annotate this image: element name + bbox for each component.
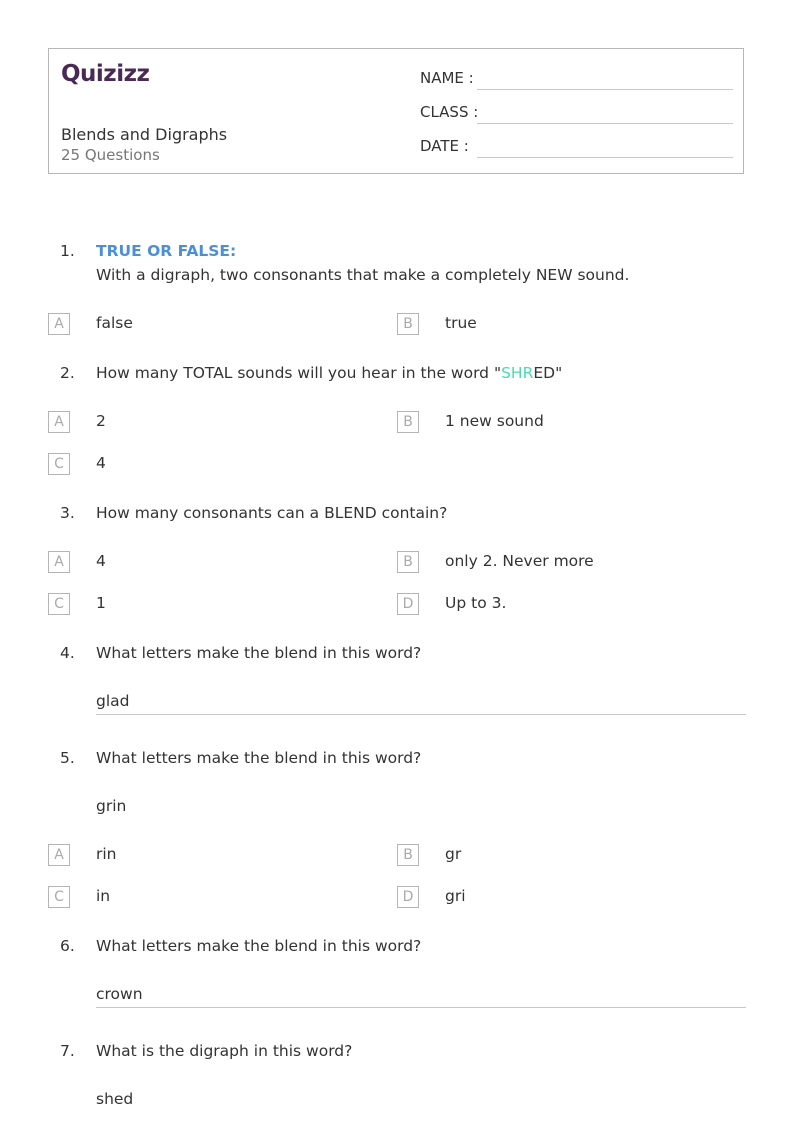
option-text: 4 — [96, 552, 106, 570]
question-text-part: ED" — [533, 364, 563, 382]
option-text: 1 new sound — [445, 412, 544, 430]
question-tag: TRUE OR FALSE: — [96, 242, 237, 260]
question-number: 7. — [60, 1042, 75, 1060]
option-text: gri — [445, 887, 466, 905]
worksheet-header — [48, 48, 744, 174]
question-number: 6. — [60, 937, 75, 955]
name-line — [477, 89, 733, 90]
question-number: 5. — [60, 749, 75, 767]
question-text: What letters make the blend in this word? — [96, 937, 422, 955]
question-number: 3. — [60, 504, 75, 522]
option-letter: B — [397, 313, 419, 335]
question-word: glad — [96, 692, 130, 710]
class-label: CLASS : — [420, 103, 479, 121]
question-word: crown — [96, 985, 143, 1003]
question-number: 2. — [60, 364, 75, 382]
date-line — [477, 157, 733, 158]
question-word: grin — [96, 797, 127, 815]
option-letter: B — [397, 551, 419, 573]
question-number: 4. — [60, 644, 75, 662]
svg-text:Quizizz: Quizizz — [61, 61, 150, 87]
question-word: shed — [96, 1090, 134, 1108]
quizizz-logo — [61, 59, 153, 87]
option-text: 1 — [96, 594, 106, 612]
highlighted-letters: SHR — [501, 364, 534, 382]
class-line — [477, 123, 733, 124]
option-text: 4 — [96, 454, 106, 472]
option-text: Up to 3. — [445, 594, 507, 612]
option-text: in — [96, 887, 111, 905]
question-text: With a digraph, two consonants that make a completely NEW sound. — [96, 266, 630, 284]
date-label: DATE : — [420, 137, 469, 155]
option-text: 2 — [96, 412, 106, 430]
option-letter: D — [397, 886, 419, 908]
option-letter: C — [48, 886, 70, 908]
option-letter: B — [397, 411, 419, 433]
option-letter: D — [397, 593, 419, 615]
answer-line[interactable] — [96, 1007, 746, 1008]
question-text: What letters make the blend in this word? — [96, 644, 422, 662]
question-count: 25 Questions — [61, 146, 160, 164]
option-letter: C — [48, 453, 70, 475]
worksheet-title: Blends and Digraphs — [61, 125, 228, 144]
option-text: true — [445, 314, 477, 332]
question-text: What letters make the blend in this word? — [96, 749, 422, 767]
option-letter: A — [48, 551, 70, 573]
option-text: gr — [445, 845, 462, 863]
question-text: How many consonants can a BLEND contain? — [96, 504, 448, 522]
option-letter: C — [48, 593, 70, 615]
name-label: NAME : — [420, 69, 474, 87]
option-text: rin — [96, 845, 117, 863]
question-number: 1. — [60, 242, 75, 260]
question-text: What is the digraph in this word? — [96, 1042, 353, 1060]
question-text-part: How many TOTAL sounds will you hear in the word " — [96, 364, 502, 382]
option-letter: B — [397, 844, 419, 866]
option-letter: A — [48, 313, 70, 335]
option-text: only 2. Never more — [445, 552, 594, 570]
answer-line[interactable] — [96, 714, 746, 715]
option-text: false — [96, 314, 133, 332]
option-letter: A — [48, 844, 70, 866]
question-text — [96, 364, 562, 382]
option-letter: A — [48, 411, 70, 433]
